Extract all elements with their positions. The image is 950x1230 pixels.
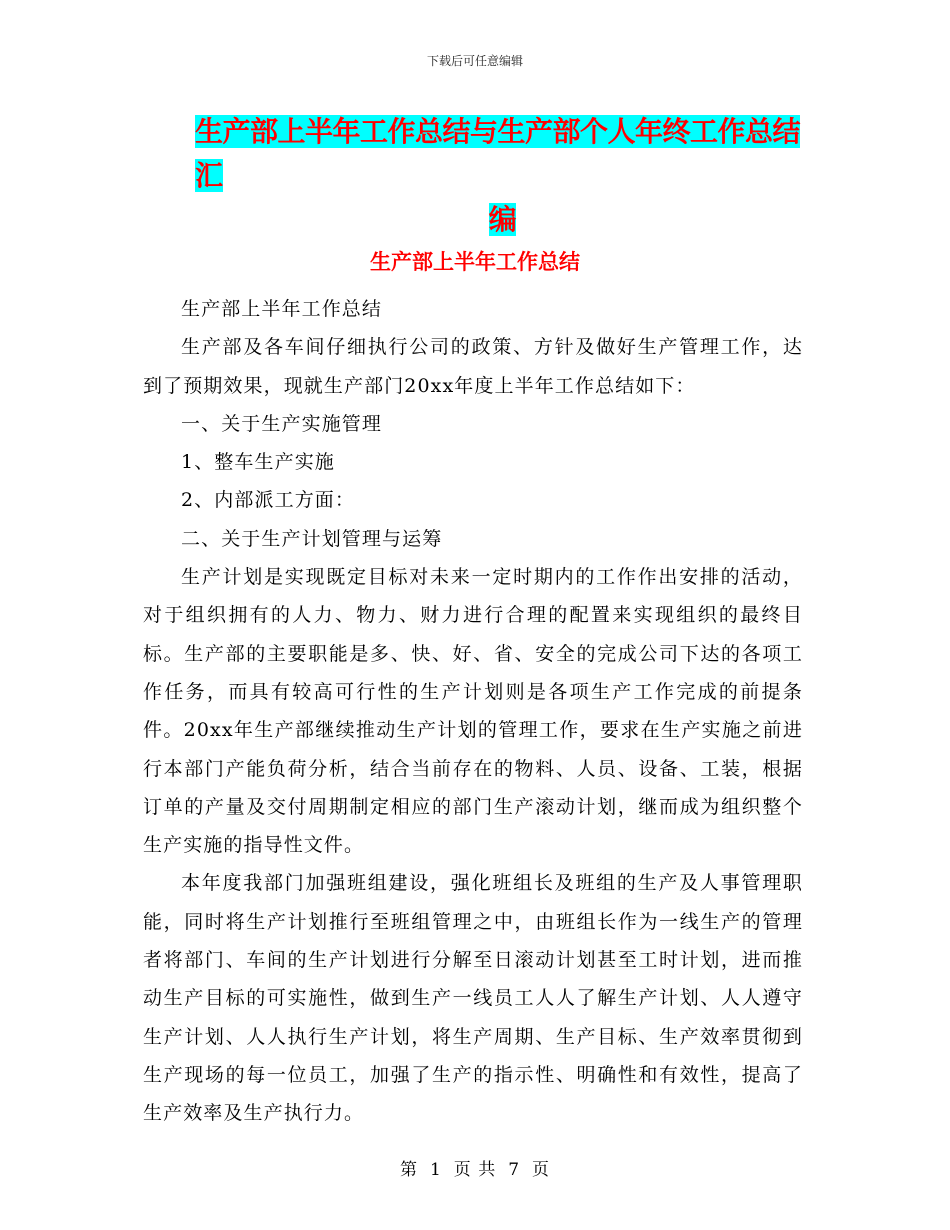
paragraph: 本年度我部门加强班组建设，强化班组长及班组的生产及人事管理职能，同时将生产计划推行至班组管理之中，由班组长作为一线生产的管理者将部门、车间的生产计划进行分解至日滚动计划甚至工时计划，进而推动生产目标的可实施性，做到生产一线员工人人了解生产计划、人人遵守生产计划、人人执行生产计划，将生产周期、生产目标、生产效率贯彻到生产现场的每一位员工，加强了生产的指示性、明确性和有效性，提高了生产效率及生产执行力。 [143, 872, 803, 1125]
document-title-line2: 编 [488, 203, 517, 236]
paragraph: 一、关于生产实施管理 [181, 412, 383, 435]
section-title: 生产部上半年工作总结 [370, 250, 580, 274]
footer-suffix: 页 [532, 1160, 551, 1180]
footer-prefix: 第 [399, 1160, 418, 1180]
paragraph: 1、整车生产实施 [181, 451, 335, 474]
document-body [143, 290, 803, 1133]
paragraph: 2、内部派工方面： [181, 489, 355, 512]
footer-total-pages: 7 [508, 1160, 521, 1180]
header-note: 下载后可任意编辑 [426, 54, 523, 68]
document-title [195, 110, 810, 242]
document-title-line1: 生产部上半年工作总结与生产部个人年终工作总结汇 [195, 115, 801, 192]
paragraph: 生产部上半年工作总结 [181, 298, 383, 320]
paragraph: 生产部及各车间仔细执行公司的政策、方针及做好生产管理工作，达到了预期效果，现就生产部门20xx年度上半年工作总结如下： [143, 336, 803, 397]
footer-page-number: 1 [429, 1160, 442, 1180]
footer-middle: 页 共 [453, 1160, 497, 1180]
paragraph: 二、关于生产计划管理与运筹 [181, 527, 443, 550]
page-footer [0, 1155, 950, 1180]
paragraph: 生产计划是实现既定目标对未来一定时期内的工作作出安排的活动，对于组织拥有的人力、物力、财力进行合理的配置来实现组织的最终目标。生产部的主要职能是多、快、好、省、安全的完成公司下达的各项工作任务，而具有较高可行性的生产计划则是各项生产工作完成的前提条件。20xx年生产部继续推动生产计划的管理工作，要求在生产实施之前进行本部门产能负荷分析，结合当前存在的物料、人员、设备、工装，根据订单的产量及交付周期制定相应的部门生产滚动计划，继而成为组织整个生产实施的指导性文件。 [143, 566, 803, 857]
